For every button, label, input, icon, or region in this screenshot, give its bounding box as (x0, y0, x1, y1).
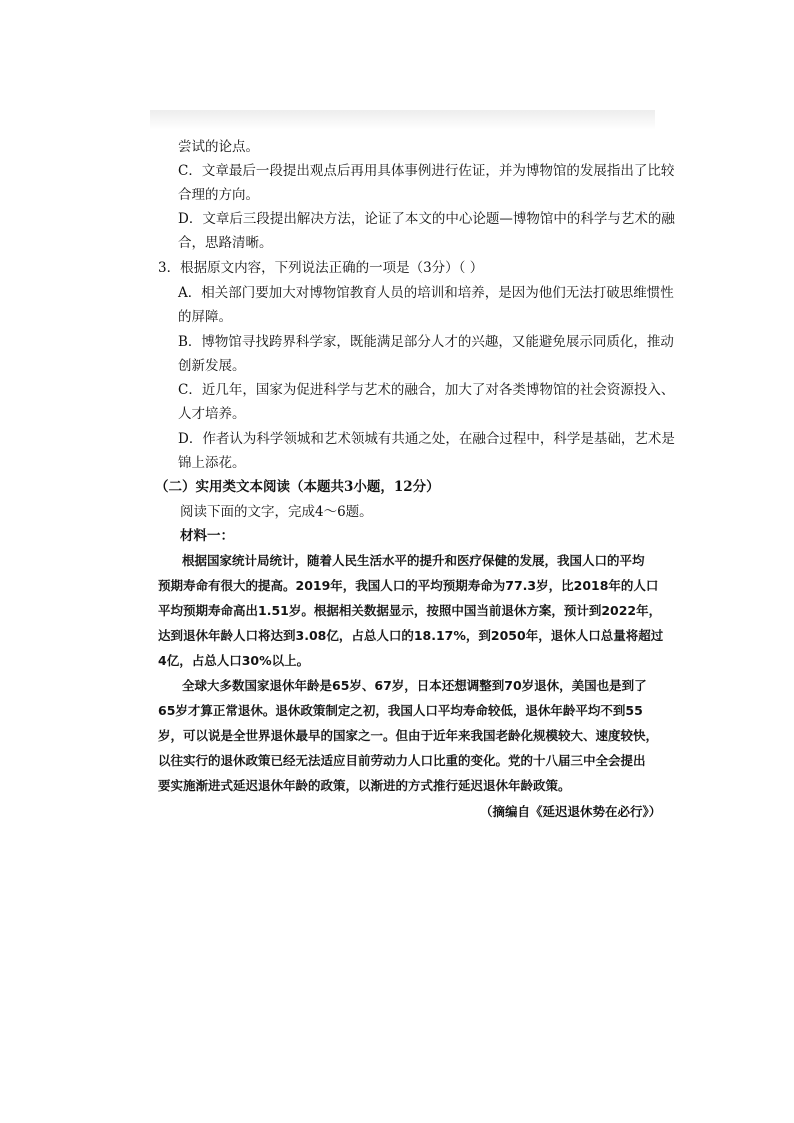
material-1-p1-line2: 预期寿命有很大的提高。2019年，我国人口的平均预期寿命为77.3岁，比2018年的人口 (158, 578, 659, 593)
prev-option-c-line1: C．文章最后一段提出观点后再用具体事例进行佐证，并为博物馆的发展指出了比较 (178, 163, 675, 179)
material-1-p1-line5: 4亿，占总人口30%以上。 (158, 653, 310, 668)
material-1-p2-line4: 以往实行的退休政策已经无法适应目前劳动力人口比重的变化。党的十八届三中全会提出 (158, 753, 646, 768)
prev-option-d-line2: 合，思路清晰。 (178, 235, 273, 251)
section-2-heading: （二）实用类文本阅读（本题共3小题，12分） (155, 479, 440, 495)
prev-option-d-line1: D．文章后三段提出解决方法，论证了本文的中心论题—博物馆中的科学与艺术的融 (178, 211, 675, 227)
material-1-p2-line5: 要实施渐进式延迟退休年龄的政策，以渐进的方式推行延迟退休年龄政策。 (158, 778, 571, 793)
material-1-p2-line1: 全球大多数国家退休年龄是65岁、67岁，日本还想调整到70岁退休，美国也是到了 (182, 678, 647, 693)
q3-option-c-line2: 人才培养。 (178, 406, 246, 422)
material-1-p2-line3: 岁，可以说是全世界退休最早的国家之一。但由于近年来我国老龄化规模较大、速度较快， (158, 728, 659, 743)
material-1-p1-line4: 达到退休年龄人口将达到3.08亿，占总人口的18.17%，到2050年，退休人口总量将超过 (158, 628, 664, 643)
q3-option-a-line1: A．相关部门要加大对博物馆教育人员的培训和培养，是因为他们无法打破思维惯性 (178, 285, 674, 301)
q3-option-d-line2: 锦上添花。 (178, 455, 246, 471)
source-citation: （摘编自《延迟退休势在必行》） (480, 804, 662, 819)
prev-option-b-tail: 尝试的论点。 (178, 139, 259, 155)
q3-option-a-line2: 的屏障。 (178, 309, 232, 325)
material-1-title: 材料一： (180, 528, 234, 544)
q3-option-b-line1: B．博物馆寻找跨界科学家，既能满足部分人才的兴趣，又能避免展示同质化，推动 (178, 334, 674, 350)
question-3-stem: 3．根据原文内容，下列说法正确的一项是（3分）（ ） (158, 260, 484, 276)
q3-option-d-line1: D．作者认为科学领城和艺术领城有共通之处，在融合过程中，科学是基础，艺术是 (178, 431, 675, 447)
material-1-p1-line1: 根据国家统计局统计，随着人民生活水平的提升和医疗保健的发展，我国人口的平均 (182, 553, 645, 568)
material-1-p1-line3: 平均预期寿命高出1.51岁。根据相关数据显示，按照中国当前退休方案，预计到2022年， (158, 603, 662, 618)
prev-option-c-line2: 合理的方向。 (178, 187, 259, 203)
q3-option-c-line1: C．近几年，国家为促进科学与艺术的融合，加大了对各类博物馆的社会资源投入、 (178, 382, 675, 398)
q3-option-b-line2: 创新发展。 (178, 358, 246, 374)
material-1-p2-line2: 65岁才算正常退休。退休政策制定之初，我国人口平均寿命较低，退休年龄平均不到55 (158, 703, 643, 718)
scan-shadow (150, 110, 655, 130)
section-2-instruction: 阅读下面的文字，完成4～6题。 (180, 504, 373, 520)
